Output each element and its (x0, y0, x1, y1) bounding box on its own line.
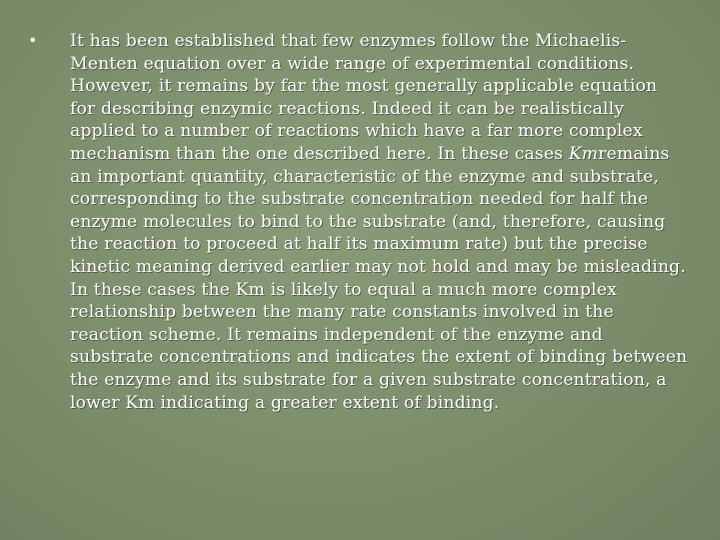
bullet-icon: • (28, 31, 38, 50)
bullet-point (28, 30, 688, 414)
paragraph-text-end: remains an important quantity, characteristic of the enzyme and substrate, corresponding to the substrate concentration needed for half the enzyme molecules to bind to the substrate (and, therefore, causing the reaction to proceed at half its maximum rate) but the precise kinetic meaning derived earlier may not hold and may be misleading. In these cases the Km is likely to equal a much more complex relationship between the many rate constants involved in the reaction scheme. It remains independent of the enzyme and substrate concentrations and indicates the extent of binding between the enzyme and its substrate for a given substrate concentration, a lower Km indicating a greater extent of binding. (70, 143, 688, 413)
paragraph-text-start: It has been established that few enzymes follow the Michaelis-Menten equation over a wide range of experimental conditions. However, it remains by far the most generally applicable equation for describing enzymic reactions. Indeed it can be realistically applied to a number of reactions which have a far more complex mechanism than the one described here. In these cases (70, 31, 658, 164)
bullet-paragraph (70, 30, 688, 414)
km-term: Km (568, 143, 599, 164)
